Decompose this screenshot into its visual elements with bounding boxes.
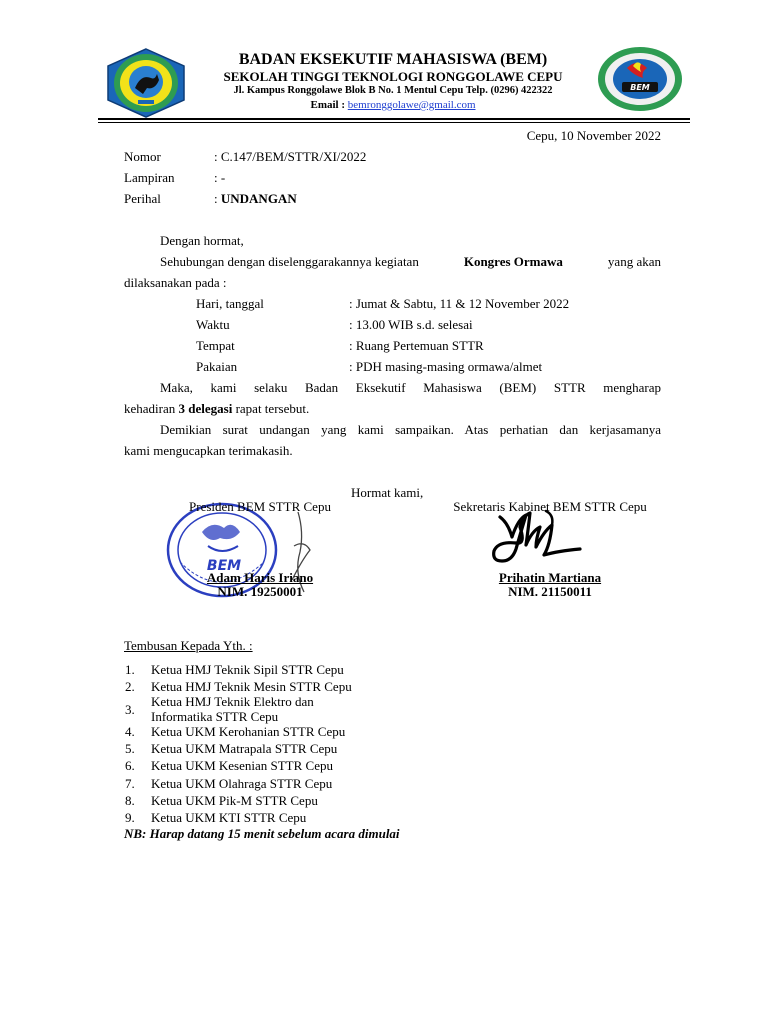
cc-num-2: 2.: [125, 679, 135, 694]
greeting: Dengan hormat,: [160, 233, 244, 248]
cc-title: Tembusan Kepada Yth. :: [124, 638, 253, 653]
detail-label-attire: Pakaian: [196, 359, 238, 374]
cc-item-9: Ketua UKM KTI STTR Cepu: [151, 810, 307, 825]
cc-item-1: Ketua HMJ Teknik Sipil STTR Cepu: [151, 662, 344, 677]
cc-num-4: 4.: [125, 724, 135, 739]
meta-value-lampiran: : -: [214, 170, 226, 185]
paragraph-3-line-2: kami mengucapkan terimakasih.: [124, 443, 293, 458]
stamp-text: BEM: [206, 558, 242, 574]
p2-delegates: 3 delegasi: [178, 401, 233, 416]
paragraph-1-line-1: [160, 254, 661, 269]
cc-item-3: Ketua HMJ Teknik Elektro dan: [151, 694, 314, 709]
cc-item-2: Ketua HMJ Teknik Mesin STTR Cepu: [151, 679, 352, 694]
org-name: BADAN EKSEKUTIF MAHASISWA (BEM): [238, 51, 548, 68]
subject: UNDANGAN: [220, 191, 297, 206]
header-rule-thick: [98, 118, 690, 120]
place-date: Cepu, 10 November 2022: [526, 128, 661, 143]
detail-value-time: : 13.00 WIB s.d. selesai: [349, 317, 473, 332]
signer-1-nim: NIM. 19250001: [217, 584, 303, 599]
cc-item-8: Ketua UKM Pik-M STTR Cepu: [151, 793, 318, 808]
detail-label-place: Tempat: [196, 338, 235, 353]
cc-num-9: 9.: [125, 810, 135, 825]
signer-2-title: Sekretaris Kabinet BEM STTR Cepu: [453, 499, 647, 514]
meta-label-lampiran: Lampiran: [124, 170, 175, 185]
note: NB: Harap datang 15 menit sebelum acara dimulai: [124, 826, 400, 841]
school-address: Jl. Kampus Ronggolawe Blok B No. 1 Mentul Cepu Telp. (0296) 422322: [233, 85, 553, 96]
p1-text-b: yang akan: [607, 254, 661, 269]
svg-text:BEM: BEM: [630, 83, 650, 92]
header-rule-thin: [98, 122, 690, 123]
detail-label-time: Waktu: [196, 317, 230, 332]
cc-item-7: Ketua UKM Olahraga STTR Cepu: [151, 776, 333, 791]
cc-num-1: 1.: [125, 662, 135, 677]
signer-1-name: Adam Haris Iriano: [206, 570, 314, 585]
meta-value-perihal: [214, 191, 297, 206]
signer-2-name: Prihatin Martiana: [498, 570, 602, 585]
closing: Hormat kami,: [351, 485, 424, 500]
p1-event-name: Kongres Ormawa: [463, 254, 563, 269]
signer-1-title: Presiden BEM STTR Cepu: [189, 499, 331, 514]
detail-value-date: : Jumat & Sabtu, 11 & 12 November 2022: [349, 296, 570, 311]
detail-label-date: Hari, tanggal: [196, 296, 264, 311]
cc-num-5: 5.: [125, 741, 135, 756]
cc-item-5: Ketua UKM Matrapala STTR Cepu: [151, 741, 338, 756]
paragraph-1-line-2: dilaksanakan pada :: [124, 275, 227, 290]
school-logo: [105, 48, 187, 118]
meta-label-perihal: Perihal: [124, 191, 161, 206]
cc-item-4: Ketua UKM Kerohanian STTR Cepu: [151, 724, 346, 739]
p2-text-b: rapat tersebut.: [235, 401, 310, 416]
meta-value-nomor: : C.147/BEM/STTR/XI/2022: [214, 149, 367, 164]
cc-num-8: 8.: [125, 793, 135, 808]
meta-label-nomor: Nomor: [124, 149, 161, 164]
school-name: SEKOLAH TINGGI TEKNOLOGI RONGGOLAWE CEPU: [223, 69, 563, 84]
p2-text-a: kehadiran: [124, 401, 176, 416]
detail-value-place: : Ruang Pertemuan STTR: [349, 338, 484, 353]
signer-2-nim: NIM. 21150011: [508, 584, 592, 599]
cc-num-6: 6.: [125, 758, 135, 773]
bem-logo: [597, 46, 683, 112]
cc-num-3: 3.: [125, 702, 135, 717]
cc-item-6: Ketua UKM Kesenian STTR Cepu: [151, 758, 333, 773]
cc-num-7: 7.: [125, 776, 135, 791]
email-line: [190, 98, 596, 112]
p1-text-a: Sehubungan dengan diselenggarakannya kegiatan: [160, 254, 419, 269]
detail-value-attire: : PDH masing-masing ormawa/almet: [349, 359, 543, 374]
email-label: Email :: [310, 99, 346, 111]
paragraph-2-line-2: [124, 401, 309, 416]
cc-item-3-line-2: Informatika STTR Cepu: [151, 709, 279, 724]
paragraph-2-line-1: Maka, kami selaku Badan Eksekutif Mahasiswa (BEM) STTR mengharap: [160, 380, 661, 395]
paragraph-3-line-1: Demikian surat undangan yang kami sampaikan. Atas perhatian dan kerjasamanya: [160, 422, 661, 437]
meta-prefix: :: [214, 191, 221, 206]
email-link[interactable]: bemronggolawe@gmail.com: [347, 99, 476, 111]
